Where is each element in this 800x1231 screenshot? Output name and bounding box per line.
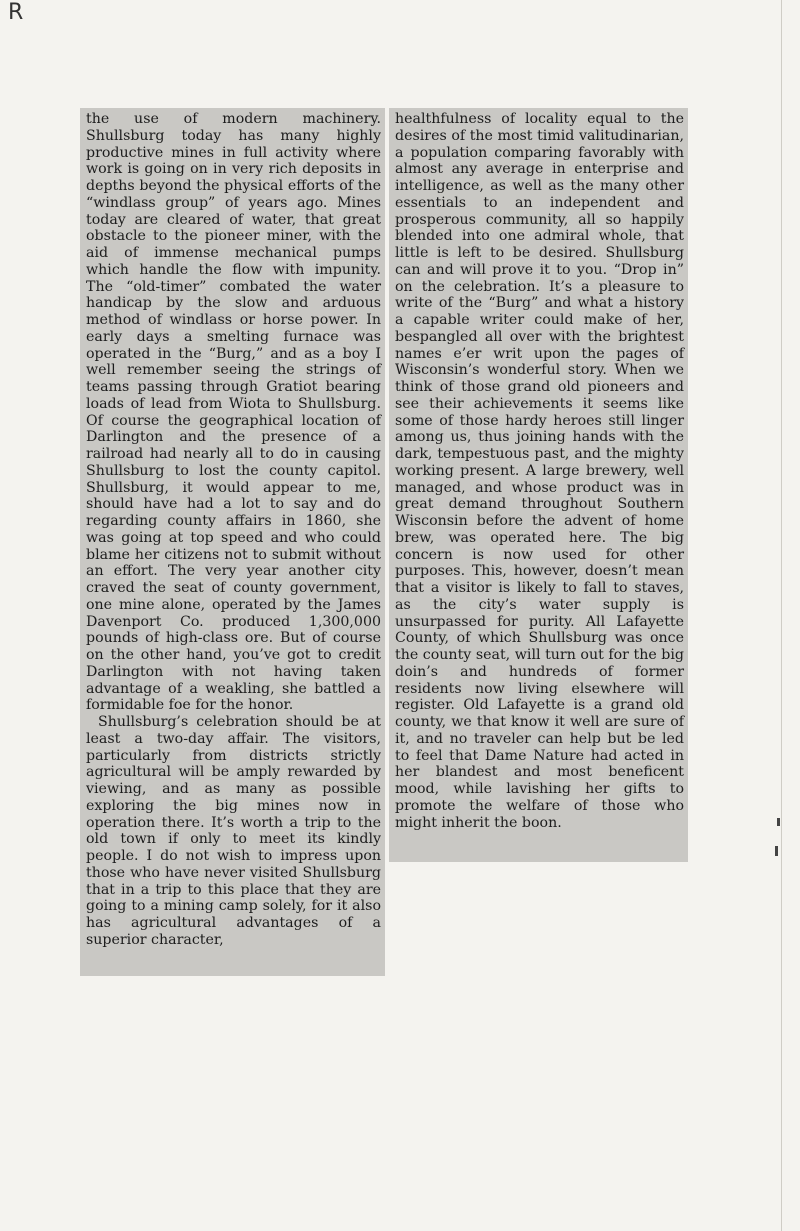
left-column <box>80 108 385 976</box>
margin-mark: R <box>8 0 24 25</box>
left-paragraph-2: Shullsburg’s celebration should be at least a two-day affair. The visitors, particularly from districts strictly agricultural will be amply rewarded by viewing, and as many as possible exploring the big mines now in operation there. It’s worth a trip to the old town if only to meet its kindly people. I do not wish to impress upon those who have never visited Shullsburg that in a trip to this place that they are going to a mining camp solely, for it also has agricultural advantages of a superior character, <box>86 714 381 948</box>
margin-tick-mark <box>777 818 780 826</box>
left-paragraph-1: the use of modern machinery. Shullsburg today has many highly productive mines in full activity where work is going on in very rich deposits in depths beyond the physical efforts of the “windlass group” of years ago. Mines today are cleared of water, that great obstacle to the pioneer miner, with the aid of immense mechanical pumps which handle the flow with impunity. The “old-timer” combated the water handicap by the slow and arduous method of windlass or horse power. In early days a smelting furnace was operated in the “Burg,” and as a boy I well remember seeing the strings of teams passing through Gratiot bearing loads of lead from Wiota to Shullsburg. Of course the geographical location of Darlington and the presence of a railroad had nearly all to do in causing Shullsburg to lost the county capitol. Shullsburg, it would appear to me, should have had a lot to say and do regarding county affairs in 1860, she was going at top speed and who could blame her citizens not to submit without an effort. The very year another city craved the seat of county government, one mine alone, operated by the James Davenport Co. produced 1,300,000 pounds of high-class ore. But of course on the other hand, you’ve got to credit Darlington with not having taken advantage of a weakling, she battled a formidable foe for the honor. <box>86 111 381 714</box>
page-edge-line <box>781 0 782 1231</box>
right-paragraph-1: healthfulness of locality equal to the desires of the most timid valitudinarian, a population comparing favorably with almost any average in enterprise and intelligence, as well as the many other essentials to an independent and prosperous community, all so happily blended into one admiral whole, that little is left to be desired. Shullsburg can and will prove it to you. “Drop in” on the celebration. It’s a pleasure to write of the “Burg” and what a history a capable writer could make of her, bespangled all over with the brightest names e’er writ upon the pages of Wisconsin’s wonderful story. When we think of those grand old pioneers and see their achievements it seems like some of those hardy heroes still linger among us, thus joining hands with the dark, tempestuous past, and the mighty working present. A large brewery, well managed, and whose product was in great demand throughout Southern Wisconsin before the advent of home brew, was operated here. The big concern is now used for other purposes. This, however, doesn’t mean that a visitor is likely to fall to staves, as the city’s water supply is unsurpassed for purity. All Lafayette County, of which Shullsburg was once the county seat, will turn out for the big doin’s and hundreds of former residents now living elsewhere will register. Old Lafayette is a grand old county, we that know it well are sure of it, and no traveler can help but be led to feel that Dame Nature had acted in her blandest and most beneficent mood, while lavishing her gifts to promote the welfare of those who might inherit the boon. <box>395 111 684 831</box>
right-column <box>389 108 688 862</box>
margin-tick-mark <box>775 846 778 856</box>
